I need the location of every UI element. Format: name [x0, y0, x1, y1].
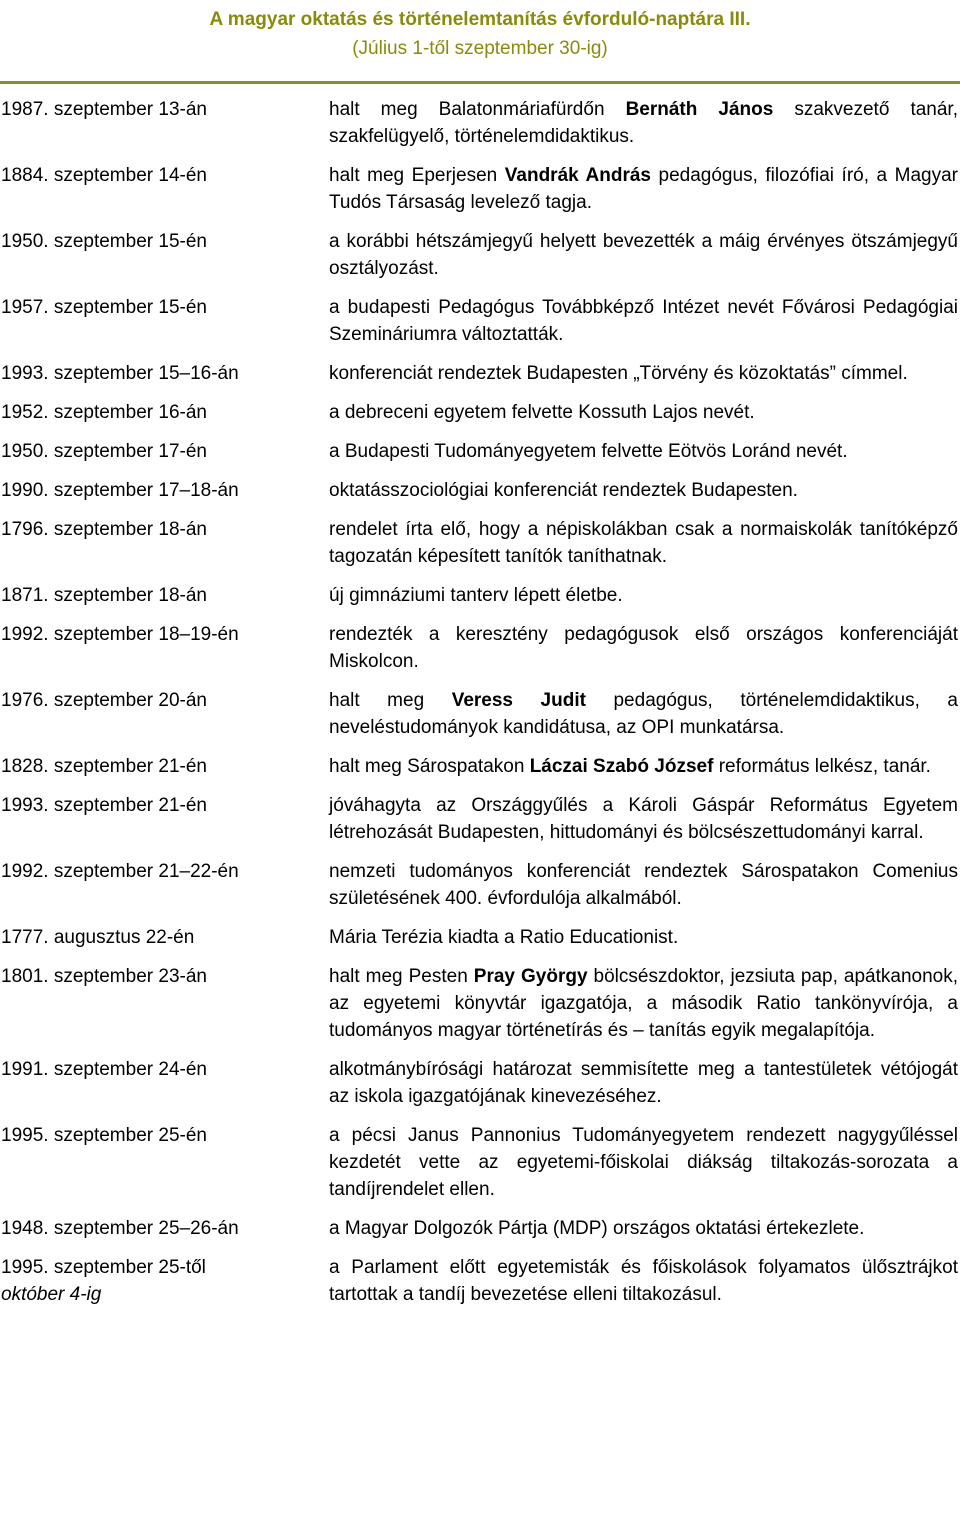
entry-text: rendezték a keresztény pedagógusok első országos konferenciáját Miskolcon.	[329, 624, 958, 672]
entry-date-text: 1950. szeptember 17-én	[1, 441, 207, 462]
entry-text: a korábbi hétszámjegyű helyett bevezették a máig érvényes ötszámjegyű osztályozást.	[329, 231, 958, 279]
entry-date-text: 1995. szeptember 25-én	[1, 1125, 207, 1146]
entry-date	[0, 399, 329, 426]
entry-text: rendelet írta elő, hogy a népiskolákban csak a normaiskolák tanítóképző tagozatán képesített tanítók taníthatnak.	[329, 519, 958, 567]
entry-text: halt meg Pesten	[329, 966, 474, 987]
entry-description	[329, 96, 958, 150]
entry-text: a pécsi Janus Pannonius Tudományegyetem rendezett nagygyűléssel kezdetét vette az egyetemi-főiskolai diákság tiltakozás-sorozata a tandíjrendelet ellen.	[329, 1125, 958, 1200]
entry-description	[329, 477, 958, 504]
list-item	[0, 477, 960, 504]
entry-text: halt meg Sárospatakon	[329, 756, 530, 777]
entry-date	[0, 621, 329, 675]
entry-date	[0, 477, 329, 504]
entry-description	[329, 792, 958, 846]
entry-date-text: 1948. szeptember 25–26-án	[1, 1218, 239, 1239]
entry-date	[0, 582, 329, 609]
entry-date	[0, 687, 329, 741]
entry-date	[0, 858, 329, 912]
entry-description	[329, 516, 958, 570]
list-item	[0, 399, 960, 426]
entry-text: a Parlament előtt egyetemisták és főiskolások folyamatos ülősztrájkot tartottak a tandíj bevezetése elleni tiltakozásul.	[329, 1257, 958, 1305]
entry-description	[329, 621, 958, 675]
entry-date-text: 1993. szeptember 15–16-án	[1, 363, 239, 384]
entry-description	[329, 687, 958, 741]
entry-date	[0, 1254, 329, 1308]
entry-date-text: 1801. szeptember 23-án	[1, 966, 207, 987]
entry-date	[0, 360, 329, 387]
entry-description	[329, 162, 958, 216]
list-item	[0, 1122, 960, 1203]
entry-description	[329, 753, 958, 780]
entry-description	[329, 858, 958, 912]
entry-text: halt meg Eperjesen	[329, 165, 505, 186]
list-item	[0, 687, 960, 741]
entry-description	[329, 963, 958, 1044]
list-item	[0, 963, 960, 1044]
entry-date-text: 1952. szeptember 16-án	[1, 402, 207, 423]
entry-text-continued: bölcsészdoktor, jezsiuta pap, apátkanonok, az egyetemi könyvtár igazgatója, a második Ratio tankönyvírója, a tudományos magyar történetírás és – tanítás egyik megalapítója.	[329, 966, 958, 1041]
entry-date	[0, 924, 329, 951]
entry-text: a Magyar Dolgozók Pártja (MDP) országos oktatási értekezlete.	[329, 1218, 865, 1239]
entry-date-text: 1990. szeptember 17–18-án	[1, 480, 239, 501]
entry-date	[0, 1122, 329, 1203]
entry-description	[329, 1254, 958, 1308]
entry-person-name: Pray György	[473, 966, 588, 987]
entry-description	[329, 1056, 958, 1110]
entry-date-text: 1991. szeptember 24-én	[1, 1059, 207, 1080]
entry-text-continued: pedagógus, filozófiai író, a Magyar Tudós Társaság levelező tagja.	[329, 165, 959, 213]
entry-date-end: október 4-ig	[1, 1284, 102, 1305]
entry-date	[0, 1056, 329, 1110]
list-item	[0, 621, 960, 675]
document-title: A magyar oktatás és történelemtanítás évforduló-naptára III.	[209, 9, 751, 30]
entry-text: a budapesti Pedagógus Továbbképző Intézet nevét Fővárosi Pedagógiai Szemináriumra változtatták.	[329, 297, 958, 345]
list-item	[0, 1056, 960, 1110]
entry-date	[0, 1215, 329, 1242]
document-subtitle: (Július 1-től szeptember 30-ig)	[352, 38, 608, 59]
list-item	[0, 96, 960, 150]
entry-description	[329, 360, 958, 387]
entry-text-continued: református lelkész, tanár.	[713, 756, 931, 777]
list-item	[0, 858, 960, 912]
entry-date-text: 1987. szeptember 13-án	[1, 99, 207, 120]
entry-description	[329, 582, 958, 609]
entry-description	[329, 924, 958, 951]
entry-date	[0, 228, 329, 282]
entry-text: oktatásszociológiai konferenciát rendeztek Budapesten.	[329, 480, 798, 501]
list-item	[0, 1215, 960, 1242]
entry-date-text: 1992. szeptember 21–22-én	[1, 861, 239, 882]
entry-description	[329, 438, 958, 465]
entry-date-text: 1992. szeptember 18–19-én	[1, 624, 239, 645]
entry-date-text: 1976. szeptember 20-án	[1, 690, 207, 711]
entry-text: halt meg	[329, 690, 452, 711]
entry-date-text: 1884. szeptember 14-én	[1, 165, 207, 186]
list-item	[0, 228, 960, 282]
list-item	[0, 360, 960, 387]
entry-description	[329, 1215, 958, 1242]
entry-text: nemzeti tudományos konferenciát rendeztek Sárospatakon Comenius születésének 400. évfordulója alkalmából.	[329, 861, 958, 909]
list-item	[0, 924, 960, 951]
entry-description	[329, 228, 958, 282]
entry-text: halt meg Balatonmáriafürdőn	[329, 99, 626, 120]
entry-text: jóváhagyta az Országgyűlés a Károli Gáspár Református Egyetem létrehozását Budapesten, hittudományi és bölcsészettudományi karral.	[329, 795, 958, 843]
entry-date	[0, 294, 329, 348]
list-item	[0, 582, 960, 609]
entry-date	[0, 516, 329, 570]
entry-date-text: 1796. szeptember 18-án	[1, 519, 207, 540]
entry-text: a Budapesti Tudományegyetem felvette Eötvös Loránd nevét.	[329, 441, 848, 462]
entry-date-text: 1995. szeptember 25-től	[1, 1257, 206, 1278]
entry-date-text: 1777. augusztus 22-én	[1, 927, 195, 948]
entry-date-text: 1828. szeptember 21-én	[1, 756, 207, 777]
entry-person-name: Bernáth János	[625, 99, 774, 120]
entry-person-name: Vandrák András	[504, 165, 651, 186]
entry-text: a debreceni egyetem felvette Kossuth Lajos nevét.	[329, 402, 755, 423]
anniversary-list	[0, 96, 960, 1308]
entry-date	[0, 162, 329, 216]
list-item	[0, 753, 960, 780]
entry-date	[0, 963, 329, 1044]
entry-description	[329, 399, 958, 426]
entry-date	[0, 792, 329, 846]
list-item	[0, 516, 960, 570]
entry-description	[329, 294, 958, 348]
list-item	[0, 438, 960, 465]
list-item	[0, 294, 960, 348]
entry-text-continued: pedagógus, történelemdidaktikus, a neveléstudományok kandidátusa, az OPI munkatársa.	[329, 690, 959, 738]
entry-text-continued: szakvezető tanár, szakfelügyelő, történelemdidaktikus.	[329, 99, 958, 147]
entry-person-name: Veress Judit	[451, 690, 586, 711]
header-divider	[0, 81, 960, 84]
list-item	[0, 1254, 960, 1308]
entry-text: új gimnáziumi tanterv lépett életbe.	[329, 585, 623, 606]
entry-person-name: Láczai Szabó József	[529, 756, 714, 777]
document-header	[0, 0, 960, 68]
entry-date	[0, 438, 329, 465]
entry-date-text: 1957. szeptember 15-én	[1, 297, 207, 318]
entry-description	[329, 1122, 958, 1203]
entry-text: konferenciát rendeztek Budapesten „Törvény és közoktatás” címmel.	[329, 363, 908, 384]
entry-date	[0, 96, 329, 150]
list-item	[0, 162, 960, 216]
entry-date	[0, 753, 329, 780]
entry-date-text: 1871. szeptember 18-án	[1, 585, 207, 606]
list-item	[0, 792, 960, 846]
entry-text: Mária Terézia kiadta a Ratio Educationist.	[329, 927, 679, 948]
entry-date-text: 1950. szeptember 15-én	[1, 231, 207, 252]
entry-date-text: 1993. szeptember 21-én	[1, 795, 207, 816]
entry-text: alkotmánybírósági határozat semmisítette meg a tantestületek vétójogát az iskola igazgatójának kinevezéséhez.	[329, 1059, 958, 1107]
